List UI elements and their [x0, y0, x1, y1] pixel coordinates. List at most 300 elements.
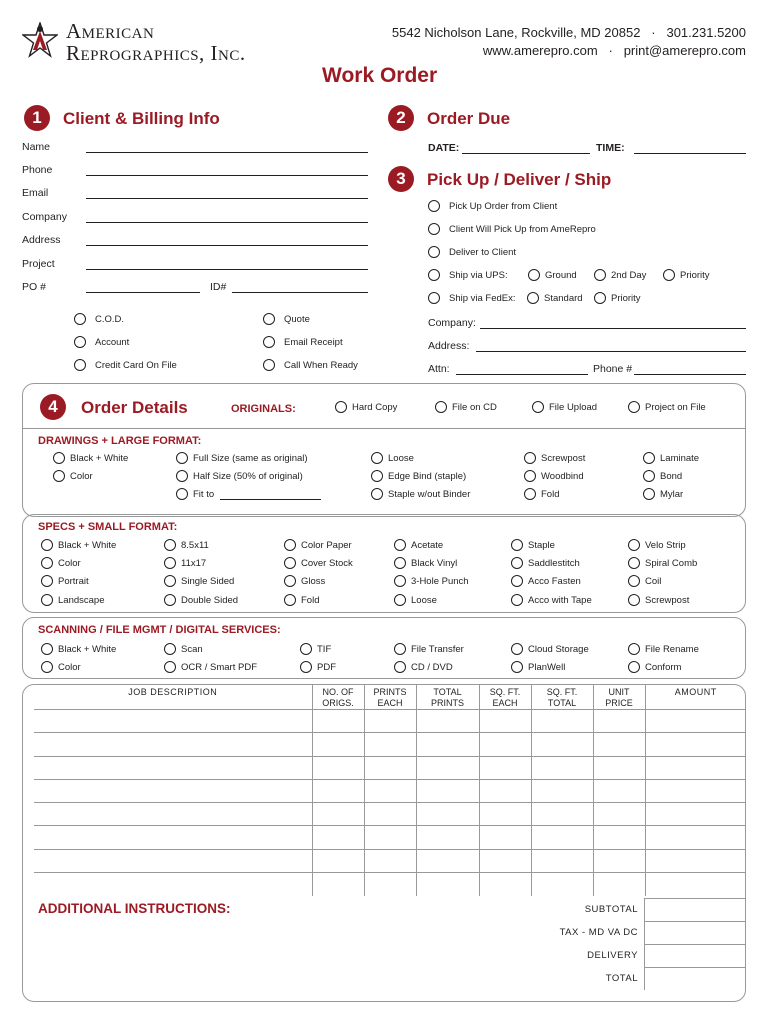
sf-gloss-option[interactable]	[284, 575, 325, 587]
planwell-radio[interactable]	[511, 661, 523, 673]
ups-ground-radio[interactable]	[528, 269, 540, 281]
po-field[interactable]	[86, 292, 200, 293]
table-cell[interactable]	[364, 779, 416, 802]
sf-loose-option[interactable]	[394, 594, 437, 606]
table-cell[interactable]	[645, 803, 746, 826]
table-cell[interactable]	[645, 733, 746, 756]
company-address-phone: 5542 Nicholson Lane, Rockville, MD 20852 · 301.231.5200	[391, 25, 746, 40]
sf-spiral-comb-radio[interactable]	[628, 557, 640, 569]
col-total-prints-l2: PRINTS	[430, 698, 464, 708]
original-project-file-option[interactable]	[628, 401, 706, 413]
table-cell[interactable]	[416, 873, 479, 896]
deliver-option[interactable]	[428, 246, 516, 258]
sf-11x17-option[interactable]	[164, 557, 206, 569]
table-cell[interactable]	[364, 733, 416, 756]
sf-coil-radio[interactable]	[628, 575, 640, 587]
file-cd-radio[interactable]	[435, 401, 447, 413]
table-cell[interactable]	[531, 803, 593, 826]
sf-coil-label: Coil	[645, 575, 662, 587]
table-cell[interactable]	[593, 779, 645, 802]
cod-radio[interactable]	[74, 313, 86, 325]
sf-fold-option[interactable]	[284, 594, 319, 606]
email-receipt-option[interactable]	[263, 336, 343, 348]
lf-black-white-option[interactable]	[53, 452, 128, 464]
ship-fedex-option[interactable]	[428, 292, 516, 304]
sf-black-white-radio[interactable]	[41, 539, 53, 551]
table-cell[interactable]	[312, 756, 364, 779]
sf-acco-tape-option[interactable]	[511, 594, 592, 606]
sf-portrait-radio[interactable]	[41, 575, 53, 587]
sf-black-vinyl-option[interactable]	[394, 557, 457, 569]
section-1-title: Client & Billing Info	[63, 109, 220, 128]
table-cell[interactable]	[593, 803, 645, 826]
col-sqft-total-l2: TOTAL	[547, 698, 577, 708]
date-field[interactable]	[462, 153, 590, 154]
sf-11x17-label: 11x17	[181, 557, 207, 569]
file-rename-label: File Rename	[645, 643, 699, 655]
section-3-badge: 3	[388, 166, 414, 192]
col-prints-each	[364, 684, 416, 710]
lf-color-option[interactable]	[53, 470, 93, 482]
table-cell[interactable]	[416, 756, 479, 779]
table-cell[interactable]	[645, 826, 746, 849]
table-row	[34, 803, 746, 826]
phone-label: Phone	[22, 164, 53, 176]
scan-color-option[interactable]	[41, 661, 81, 673]
sf-cover-stock-option[interactable]	[284, 557, 353, 569]
table-cell[interactable]	[593, 756, 645, 779]
ship-address-field[interactable]	[476, 351, 746, 352]
ups-2nd-day-option[interactable]	[594, 269, 646, 281]
ship-company-field[interactable]	[480, 328, 746, 329]
col-unit-price-l2: PRICE	[605, 698, 633, 708]
table-cell[interactable]	[479, 710, 531, 733]
sf-double-sided-radio[interactable]	[164, 594, 176, 606]
table-cell[interactable]	[593, 710, 645, 733]
table-cell[interactable]	[34, 849, 312, 872]
table-cell[interactable]	[34, 733, 312, 756]
table-cell[interactable]	[364, 873, 416, 896]
col-sqft-total-l1: SQ. FT.	[546, 687, 578, 697]
ups-ground-option[interactable]	[528, 269, 577, 281]
pickup-from-client-radio[interactable]	[428, 200, 440, 212]
fedex-standard-option[interactable]	[527, 292, 583, 304]
sf-portrait-option[interactable]	[41, 575, 89, 587]
planwell-option[interactable]	[511, 661, 565, 673]
id-field[interactable]	[232, 292, 368, 293]
table-cell[interactable]	[593, 733, 645, 756]
sf-fold-radio[interactable]	[284, 594, 296, 606]
lf-fit-to-option[interactable]	[176, 488, 214, 500]
lf-screwpost-radio[interactable]	[524, 452, 536, 464]
file-transfer-radio[interactable]	[394, 643, 406, 655]
sf-gloss-radio[interactable]	[284, 575, 296, 587]
table-cell[interactable]	[645, 779, 746, 802]
table-cell[interactable]	[593, 849, 645, 872]
sf-saddlestitch-radio[interactable]	[511, 557, 523, 569]
attn-field[interactable]	[456, 374, 588, 375]
file-rename-option[interactable]	[628, 643, 699, 655]
logo	[22, 22, 58, 58]
sf-screwpost-radio[interactable]	[628, 594, 640, 606]
planwell-label: PlanWell	[528, 661, 566, 673]
call-when-ready-option[interactable]	[263, 359, 358, 371]
table-cell[interactable]	[645, 710, 746, 733]
table-cell[interactable]	[479, 873, 531, 896]
lf-mylar-label: Mylar	[660, 488, 684, 500]
lf-staple-no-binder-radio[interactable]	[371, 488, 383, 500]
sf-staple-option[interactable]	[511, 539, 555, 551]
lf-black-white-radio[interactable]	[53, 452, 65, 464]
conform-option[interactable]	[628, 661, 681, 673]
table-cell[interactable]	[593, 826, 645, 849]
scan-radio[interactable]	[164, 643, 176, 655]
delivery-label: DELIVERY	[587, 950, 638, 961]
table-cell[interactable]	[312, 733, 364, 756]
table-cell[interactable]	[34, 803, 312, 826]
col-sqft-each-l2: EACH	[492, 698, 518, 708]
sf-spiral-comb-option[interactable]	[628, 557, 697, 569]
tif-radio[interactable]	[300, 643, 312, 655]
payment-cod-option[interactable]	[74, 313, 124, 325]
time-field[interactable]	[634, 153, 746, 154]
company-name-line2: Reprographics, Inc.	[66, 41, 246, 65]
table-cell[interactable]	[312, 710, 364, 733]
email-label: Email	[22, 187, 49, 199]
sf-black-white-option[interactable]	[41, 539, 116, 551]
credit-card-label: Credit Card On File	[95, 359, 177, 371]
table-cell[interactable]	[479, 826, 531, 849]
ship-phone-field[interactable]	[634, 374, 746, 375]
col-no-origs	[312, 684, 364, 710]
table-cell[interactable]	[416, 849, 479, 872]
table-cell[interactable]	[312, 803, 364, 826]
file-upload-radio[interactable]	[532, 401, 544, 413]
table-cell[interactable]	[312, 826, 364, 849]
table-cell[interactable]	[531, 779, 593, 802]
cloud-storage-radio[interactable]	[511, 643, 523, 655]
pdf-option[interactable]	[300, 661, 336, 673]
table-cell[interactable]	[479, 779, 531, 802]
sf-color-paper-option[interactable]	[284, 539, 352, 551]
additional-instructions-label: ADDITIONAL INSTRUCTIONS:	[38, 901, 231, 916]
original-file-upload-option[interactable]	[532, 401, 597, 413]
sf-8-5x11-label: 8.5x11	[181, 539, 209, 551]
job-table-body	[34, 710, 746, 896]
section-4-title: Order Details	[81, 398, 188, 417]
sf-velo-strip-option[interactable]	[628, 539, 686, 551]
project-field[interactable]	[86, 269, 368, 270]
ups-2nd-day-radio[interactable]	[594, 269, 606, 281]
table-cell[interactable]	[364, 826, 416, 849]
sf-black-white-label: Black + White	[58, 539, 117, 551]
sf-color-paper-label: Color Paper	[301, 539, 352, 551]
lf-laminate-radio[interactable]	[643, 452, 655, 464]
table-cell[interactable]	[479, 803, 531, 826]
table-row	[34, 756, 746, 779]
lf-woodbind-radio[interactable]	[524, 470, 536, 482]
large-format-title: DRAWINGS + LARGE FORMAT:	[38, 435, 202, 447]
lf-fold-option[interactable]	[524, 488, 559, 500]
lf-black-white-label: Black + White	[70, 452, 129, 464]
sf-acetate-option[interactable]	[394, 539, 443, 551]
sf-acco-tape-label: Acco with Tape	[528, 594, 592, 606]
attn-label: Attn:	[428, 363, 450, 375]
lf-woodbind-option[interactable]	[524, 470, 584, 482]
sf-3-hole-punch-radio[interactable]	[394, 575, 406, 587]
col-no-origs-l2: ORIGS.	[322, 698, 354, 708]
table-row	[34, 733, 746, 756]
project-file-label: Project on File	[645, 401, 706, 413]
sf-staple-label: Staple	[528, 539, 555, 551]
scan-black-white-option[interactable]	[41, 643, 116, 655]
table-row	[34, 873, 746, 896]
ups-priority-option[interactable]	[663, 269, 710, 281]
sf-cover-stock-radio[interactable]	[284, 557, 296, 569]
table-row	[34, 710, 746, 733]
table-row	[34, 779, 746, 802]
sf-acco-fasten-option[interactable]	[511, 575, 581, 587]
ship-company-label: Company:	[428, 317, 476, 329]
lf-loose-label: Loose	[388, 452, 414, 464]
sf-screwpost-label: Screwpost	[645, 594, 690, 606]
table-cell[interactable]	[479, 849, 531, 872]
sf-saddlestitch-label: Saddlestitch	[528, 557, 580, 569]
lf-screwpost-option[interactable]	[524, 452, 585, 464]
ups-priority-radio[interactable]	[663, 269, 675, 281]
table-cell[interactable]	[364, 756, 416, 779]
sf-acco-fasten-radio[interactable]	[511, 575, 523, 587]
delivery-row	[544, 944, 746, 967]
table-cell[interactable]	[312, 849, 364, 872]
cd-dvd-radio[interactable]	[394, 661, 406, 673]
sf-double-sided-label: Double Sided	[181, 594, 239, 606]
original-hard-copy-option[interactable]	[335, 401, 397, 413]
sf-8-5x11-radio[interactable]	[164, 539, 176, 551]
lf-edge-bind-radio[interactable]	[371, 470, 383, 482]
col-total-prints-l1: TOTAL	[433, 687, 462, 697]
lf-fit-to-field[interactable]	[220, 499, 321, 500]
sf-double-sided-option[interactable]	[164, 594, 238, 606]
table-cell[interactable]	[34, 779, 312, 802]
lf-fold-radio[interactable]	[524, 488, 536, 500]
sf-11x17-radio[interactable]	[164, 557, 176, 569]
ship-ups-option[interactable]	[428, 269, 508, 281]
hard-copy-radio[interactable]	[335, 401, 347, 413]
lf-color-radio[interactable]	[53, 470, 65, 482]
address-field[interactable]	[86, 245, 368, 246]
delivery-field[interactable]	[644, 944, 746, 967]
lf-half-size-radio[interactable]	[176, 470, 188, 482]
sf-8-5x11-option[interactable]	[164, 539, 209, 551]
sf-landscape-label: Landscape	[58, 594, 105, 606]
ship-ups-radio[interactable]	[428, 269, 440, 281]
lf-bond-radio[interactable]	[643, 470, 655, 482]
lf-mylar-radio[interactable]	[643, 488, 655, 500]
table-cell[interactable]	[34, 826, 312, 849]
col-unit-price	[593, 684, 645, 710]
deliver-radio[interactable]	[428, 246, 440, 258]
account-radio[interactable]	[74, 336, 86, 348]
file-rename-radio[interactable]	[628, 643, 640, 655]
lf-staple-no-binder-label: Staple w/out Binder	[388, 488, 471, 500]
section-3-title: Pick Up / Deliver / Ship	[427, 170, 612, 189]
page-title: Work Order	[322, 64, 438, 87]
table-cell[interactable]	[531, 849, 593, 872]
payment-credit-card-option[interactable]	[74, 359, 177, 371]
lf-staple-no-binder-option[interactable]	[371, 488, 470, 500]
sf-3-hole-punch-option[interactable]	[394, 575, 469, 587]
email-receipt-radio[interactable]	[263, 336, 275, 348]
quote-option[interactable]	[263, 313, 310, 325]
table-cell[interactable]	[364, 710, 416, 733]
table-cell[interactable]	[34, 710, 312, 733]
lf-mylar-option[interactable]	[643, 488, 683, 500]
table-cell[interactable]	[364, 849, 416, 872]
client-pickup-option[interactable]	[428, 223, 596, 235]
table-cell[interactable]	[531, 826, 593, 849]
total-row	[544, 967, 746, 990]
ship-fedex-radio[interactable]	[428, 292, 440, 304]
table-cell[interactable]	[645, 849, 746, 872]
sf-color-radio[interactable]	[41, 557, 53, 569]
total-field[interactable]	[644, 967, 746, 990]
sf-black-vinyl-radio[interactable]	[394, 557, 406, 569]
ups-ground-label: Ground	[545, 269, 577, 281]
col-amount-l1: AMOUNT	[674, 687, 717, 697]
lf-laminate-option[interactable]	[643, 452, 699, 464]
table-cell[interactable]	[593, 873, 645, 896]
ship-address-label: Address:	[428, 340, 470, 352]
table-cell[interactable]	[479, 733, 531, 756]
table-cell[interactable]	[312, 873, 364, 896]
cloud-storage-option[interactable]	[511, 643, 589, 655]
payment-account-option[interactable]	[74, 336, 129, 348]
client-pickup-radio[interactable]	[428, 223, 440, 235]
scan-black-white-radio[interactable]	[41, 643, 53, 655]
original-file-cd-option[interactable]	[435, 401, 497, 413]
lf-color-label: Color	[70, 470, 93, 482]
lf-woodbind-label: Woodbind	[541, 470, 584, 482]
sf-acco-tape-radio[interactable]	[511, 594, 523, 606]
sf-coil-option[interactable]	[628, 575, 661, 587]
table-cell[interactable]	[34, 756, 312, 779]
fedex-priority-radio[interactable]	[594, 292, 606, 304]
scan-color-radio[interactable]	[41, 661, 53, 673]
company-label: Company	[22, 211, 67, 223]
call-when-ready-radio[interactable]	[263, 359, 275, 371]
sf-single-sided-option[interactable]	[164, 575, 234, 587]
ocr-option[interactable]	[164, 661, 257, 673]
project-file-radio[interactable]	[628, 401, 640, 413]
sf-velo-strip-radio[interactable]	[628, 539, 640, 551]
col-prints-each-l2: EACH	[377, 698, 403, 708]
quote-radio[interactable]	[263, 313, 275, 325]
email-field[interactable]	[86, 198, 368, 199]
conform-radio[interactable]	[628, 661, 640, 673]
pdf-radio[interactable]	[300, 661, 312, 673]
subtotal-field[interactable]	[644, 898, 746, 921]
ocr-radio[interactable]	[164, 661, 176, 673]
lf-bond-option[interactable]	[643, 470, 682, 482]
sf-landscape-option[interactable]	[41, 594, 104, 606]
sf-staple-radio[interactable]	[511, 539, 523, 551]
col-no-origs-l1: NO. OF	[322, 687, 354, 697]
table-cell[interactable]	[531, 710, 593, 733]
table-row	[34, 826, 746, 849]
sf-loose-radio[interactable]	[394, 594, 406, 606]
file-transfer-option[interactable]	[394, 643, 464, 655]
sf-saddlestitch-option[interactable]	[511, 557, 580, 569]
table-cell[interactable]	[479, 756, 531, 779]
sf-color-option[interactable]	[41, 557, 81, 569]
table-cell[interactable]	[416, 710, 479, 733]
lf-full-size-option[interactable]	[176, 452, 308, 464]
lf-edge-bind-option[interactable]	[371, 470, 466, 482]
deliver-label: Deliver to Client	[449, 246, 517, 258]
address-label: Address	[22, 234, 61, 246]
file-transfer-label: File Transfer	[411, 643, 464, 655]
table-cell[interactable]	[645, 873, 746, 896]
sf-portrait-label: Portrait	[58, 575, 89, 587]
sf-loose-label: Loose	[411, 594, 437, 606]
credit-card-radio[interactable]	[74, 359, 86, 371]
col-prints-each-l1: PRINTS	[373, 687, 407, 697]
table-cell[interactable]	[364, 803, 416, 826]
company-web-email: www.amerepro.com · print@amerepro.com	[482, 43, 746, 58]
col-job-description	[34, 684, 312, 710]
sf-color-paper-radio[interactable]	[284, 539, 296, 551]
table-cell[interactable]	[34, 873, 312, 896]
table-cell[interactable]	[416, 779, 479, 802]
fedex-priority-option[interactable]	[594, 292, 641, 304]
scan-option[interactable]	[164, 643, 203, 655]
sf-landscape-radio[interactable]	[41, 594, 53, 606]
table-cell[interactable]	[531, 733, 593, 756]
phone-field[interactable]	[86, 175, 368, 176]
tax-field[interactable]	[644, 921, 746, 944]
sf-screwpost-option[interactable]	[628, 594, 689, 606]
scan-black-white-label: Black + White	[58, 643, 117, 655]
table-cell[interactable]	[416, 733, 479, 756]
sf-acco-fasten-label: Acco Fasten	[528, 575, 581, 587]
lf-loose-option[interactable]	[371, 452, 414, 464]
lf-fit-to-radio[interactable]	[176, 488, 188, 500]
lf-edge-bind-label: Edge Bind (staple)	[388, 470, 467, 482]
tif-option[interactable]	[300, 643, 331, 655]
name-field[interactable]	[86, 152, 368, 153]
table-cell[interactable]	[531, 756, 593, 779]
table-cell[interactable]	[416, 803, 479, 826]
cd-dvd-option[interactable]	[394, 661, 453, 673]
sf-acetate-radio[interactable]	[394, 539, 406, 551]
account-label: Account	[95, 336, 130, 348]
pickup-from-client-option[interactable]	[428, 200, 557, 212]
lf-half-size-option[interactable]	[176, 470, 303, 482]
lf-loose-radio[interactable]	[371, 452, 383, 464]
sf-single-sided-radio[interactable]	[164, 575, 176, 587]
table-cell[interactable]	[416, 826, 479, 849]
company-field[interactable]	[86, 222, 368, 223]
scanning-title: SCANNING / FILE MGMT / DIGITAL SERVICES:	[38, 624, 281, 636]
sf-cover-stock-label: Cover Stock	[301, 557, 353, 569]
fedex-standard-radio[interactable]	[527, 292, 539, 304]
table-cell[interactable]	[645, 756, 746, 779]
lf-fold-label: Fold	[541, 488, 560, 500]
table-cell[interactable]	[531, 873, 593, 896]
table-cell[interactable]	[312, 779, 364, 802]
lf-full-size-radio[interactable]	[176, 452, 188, 464]
